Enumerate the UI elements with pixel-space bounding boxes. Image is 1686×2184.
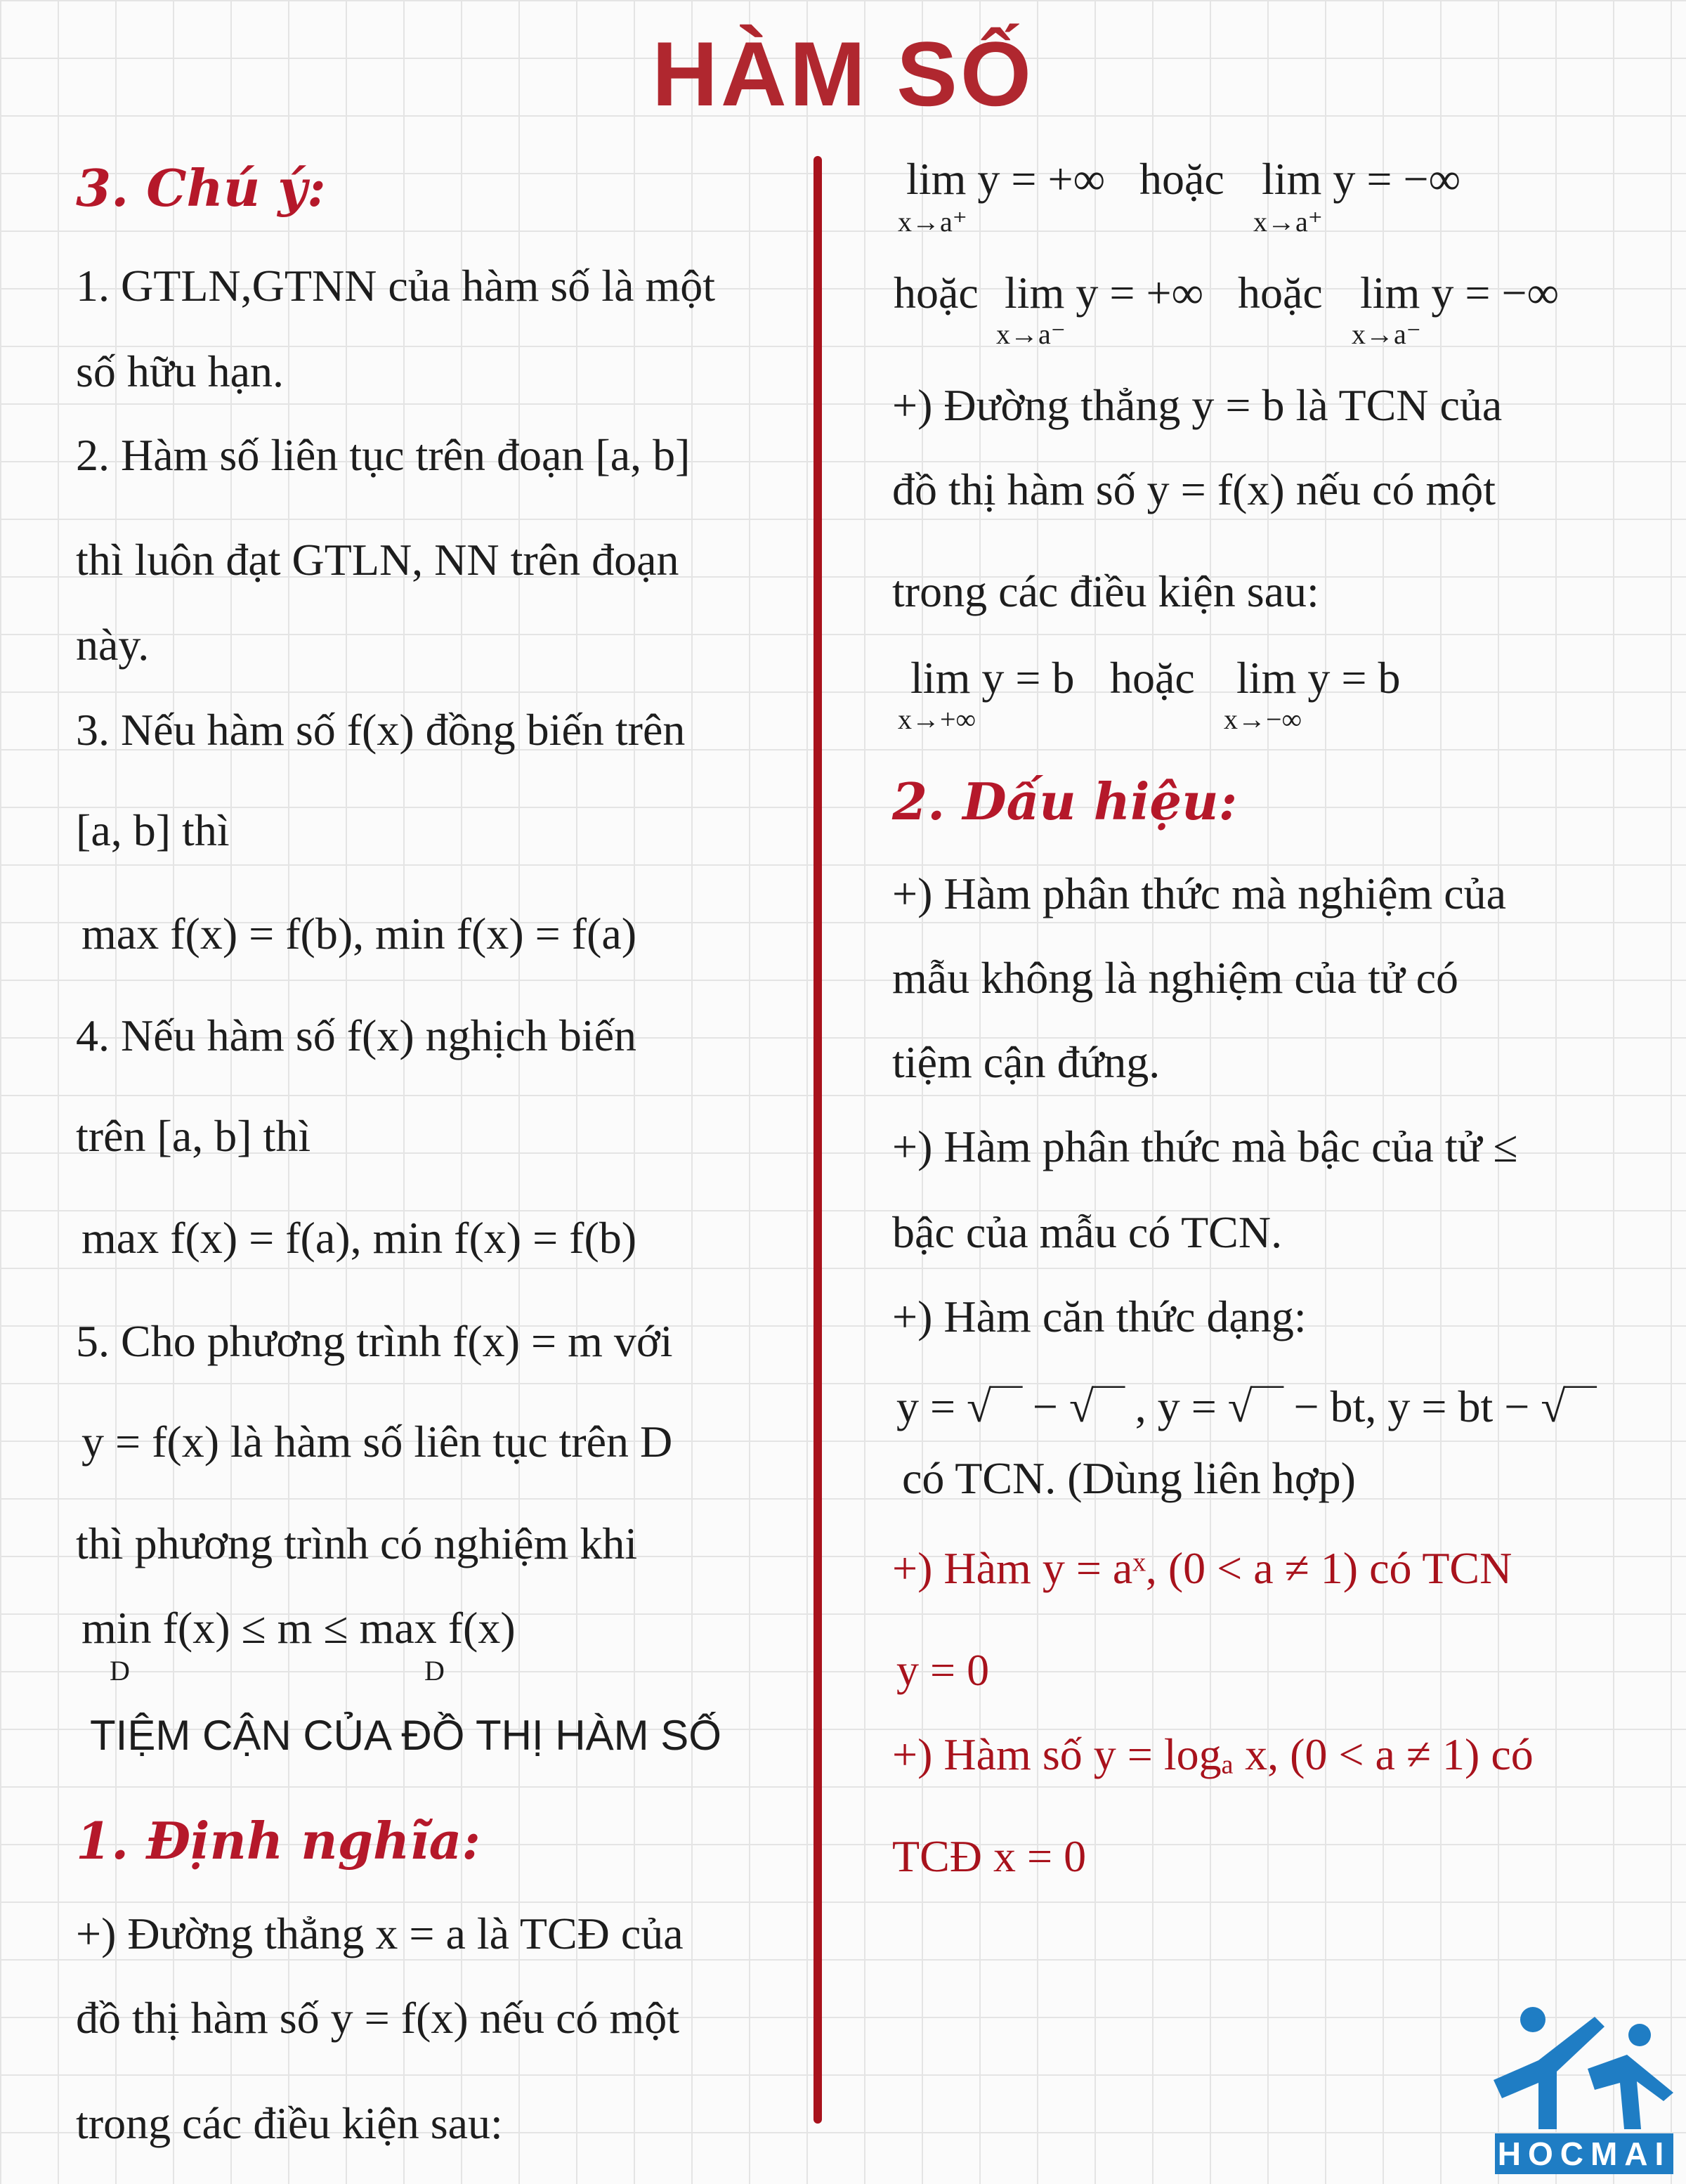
limit-5-sub: x→+∞ [898, 703, 976, 735]
or-2: hoặc [894, 268, 979, 318]
formula-decreasing: max f(x) = f(a), min f(x) = f(b) [81, 1213, 637, 1263]
limit-2-sub: x→a⁺ [1253, 206, 1323, 238]
note-line-6: 3. Nếu hàm số f(x) đồng biến trên [76, 705, 686, 755]
sign-line-6: +) Hàm căn thức dạng: [892, 1292, 1307, 1341]
note-line-3: 2. Hàm số liên tục trên đoạn [a, b] [76, 430, 691, 480]
log-line-1: +) Hàm số y = logₐ x, (0 < a ≠ 1) có [892, 1729, 1534, 1779]
sign-line-4: +) Hàm phân thức mà bậc của tử ≤ [892, 1122, 1518, 1171]
note-line-5: này. [76, 620, 150, 670]
heading-signs: 2. Dấu hiệu: [892, 772, 1238, 831]
log-line-2: TCĐ x = 0 [892, 1831, 1087, 1881]
sign-line-8: có TCN. (Dùng liên hợp) [902, 1453, 1356, 1503]
limit-3: lim y = +∞ [1005, 268, 1204, 318]
heading-note: 3. Chú ý: [76, 158, 326, 218]
formula-increasing: max f(x) = f(b), min f(x) = f(a) [81, 909, 637, 958]
note-line-2: số hữu hạn. [76, 346, 284, 396]
exp-line-1: +) Hàm y = aˣ, (0 < a ≠ 1) có TCN [892, 1543, 1512, 1593]
section-title-asymptote: TIỆM CẬN CỦA ĐỒ THỊ HÀM SỐ [90, 1712, 721, 1759]
note-line-14: thì phương trình có nghiệm khi [76, 1519, 638, 1568]
limit-5: lim y = b [910, 653, 1075, 703]
def-line-3: trong các điều kiện sau: [76, 2098, 503, 2148]
def-line-2: đồ thị hàm số y = f(x) nếu có một [76, 1993, 680, 2043]
note-line-4: thì luôn đạt GTLN, NN trên đoạn [76, 535, 679, 585]
limit-1-sub: x→a⁺ [898, 206, 967, 238]
heading-definition: 1. Định nghĩa: [76, 1811, 481, 1871]
min-subscript: D [110, 1655, 130, 1686]
tcn-line-1: +) Đường thẳng y = b là TCN của [892, 380, 1503, 430]
note-line-10: trên [a, b] thì [76, 1111, 311, 1161]
tcn-line-2: đồ thị hàm số y = f(x) nếu có một [892, 464, 1496, 514]
limit-2: lim y = −∞ [1262, 154, 1461, 204]
sign-line-1: +) Hàm phân thức mà nghiệm của [892, 869, 1507, 918]
page-title: HÀM SỐ [652, 22, 1034, 125]
limit-4-sub: x→a⁻ [1352, 318, 1421, 350]
exp-line-2: y = 0 [896, 1645, 990, 1695]
limit-1: lim y = +∞ [906, 154, 1106, 204]
sign-line-2: mẫu không là nghiệm của tử có [892, 953, 1459, 1003]
limit-3-sub: x→a⁻ [996, 318, 1066, 350]
or-4: hoặc [1110, 653, 1195, 703]
column-divider [813, 156, 822, 2124]
limit-4: lim y = −∞ [1360, 268, 1560, 318]
note-line-12: 5. Cho phương trình f(x) = m với [76, 1316, 673, 1366]
or-1: hoặc [1139, 154, 1224, 204]
max-subscript: D [424, 1655, 445, 1686]
limit-6: lim y = b [1236, 653, 1401, 703]
sign-line-5: bậc của mẫu có TCN. [892, 1207, 1283, 1257]
radical-formula: y = √‾‾ − √‾‾ , y = √‾‾ − bt, y = bt − √‾‾ [896, 1382, 1596, 1431]
tcn-line-3: trong các điều kiện sau: [892, 566, 1319, 616]
logo-wordmark: HOCMAI [1495, 2133, 1673, 2174]
sign-line-3: tiệm cận đứng. [892, 1037, 1161, 1087]
or-3: hoặc [1238, 268, 1323, 318]
note-line-1: 1. GTLN,GTNN của hàm số là một [76, 261, 716, 311]
note-line-13: y = f(x) là hàm số liên tục trên D [81, 1417, 673, 1467]
note-line-9: 4. Nếu hàm số f(x) nghịch biến [76, 1010, 637, 1060]
note-line-7: [a, b] thì [76, 805, 230, 855]
def-line-1: +) Đường thẳng x = a là TCĐ của [76, 1909, 684, 1958]
formula-min-max: min f(x) ≤ m ≤ max f(x) [81, 1603, 516, 1653]
limit-6-sub: x→−∞ [1224, 703, 1302, 735]
